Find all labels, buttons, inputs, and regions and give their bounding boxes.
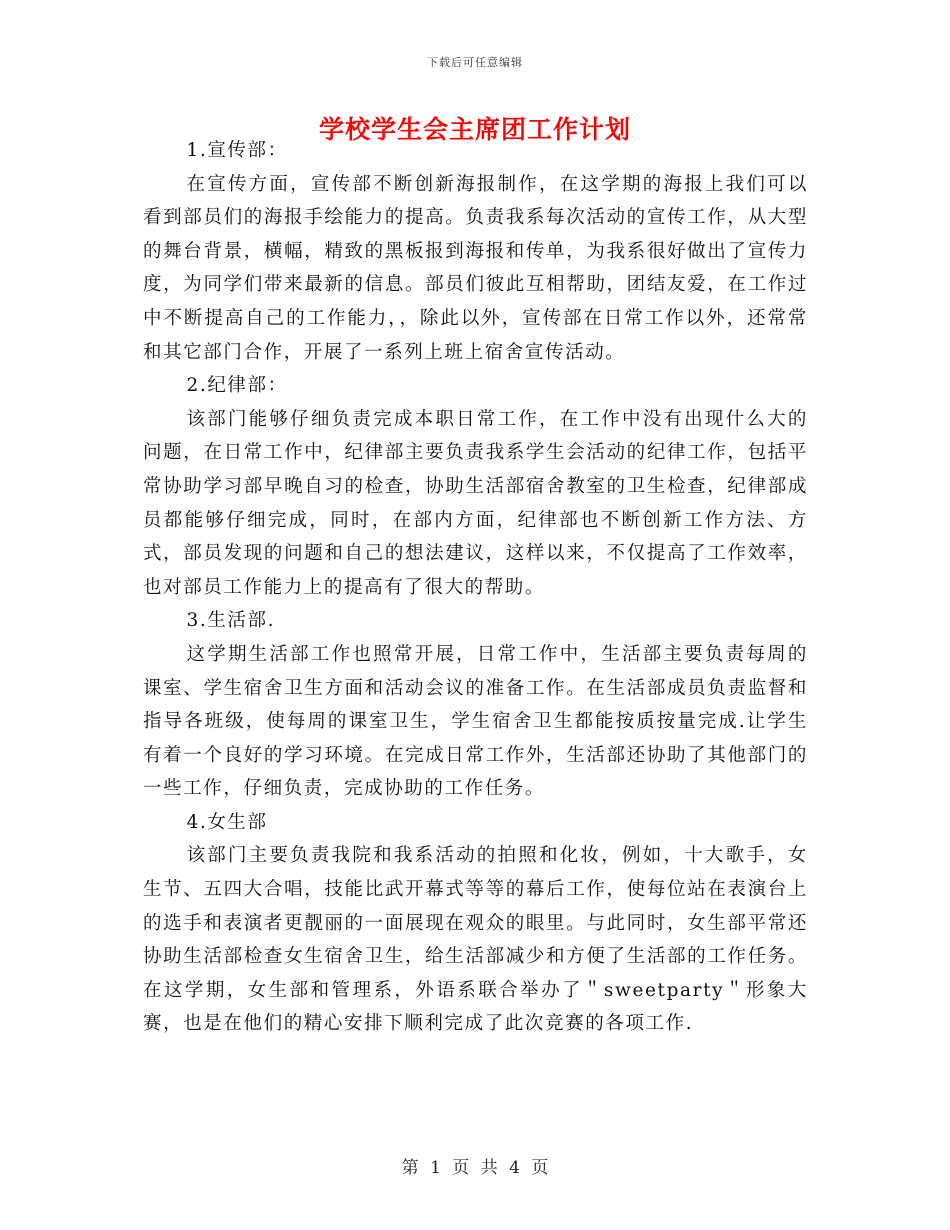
section-heading-female: 4.女生部 — [186, 811, 268, 833]
section-paragraph-female: 该部门主要负责我院和我系活动的拍照和化妆，例如，十大歌手，女生节、五四大合唱，技能比武开幕式等等的幕后工作，使每位站在表演台上的选手和表演者更靓丽的一面展现在观众的眼里。与此同时，女生部平常还协助生活部检查女生宿舍卫生，给生活部减少和方便了生活部的工作任务。在这学期，女生部和管理系，外语系联合举办了＂sweetparty＂形象大赛，也是在他们的精心安排下顺利完成了此次竞赛的各项工作. — [143, 845, 808, 1035]
section-paragraph-life: 这学期生活部工作也照常开展，日常工作中，生活部主要负责每周的课室、学生宿舍卫生方面和活动会议的准备工作。在生活部成员负责监督和指导各班级，使每周的课室卫生，学生宿舍卫生都能按质按量完成.让学生有着一个良好的学习环境。在完成日常工作外，生活部还协助了其他部门的一些工作，仔细负责，完成协助的工作任务。 — [143, 643, 808, 800]
section-heading-publicity: 1.宣传部： — [186, 140, 288, 161]
page-footer: 第 1 页 共 4 页 — [401, 1158, 549, 1178]
section-heading-life: 3.生活部. — [186, 610, 276, 632]
section-paragraph-publicity: 在宣传方面，宣传部不断创新海报制作，在这学期的海报上我们可以看到部员们的海报手绘能力的提高。负责我系每次活动的宣传工作，从大型的舞台背景，横幅，精致的黑板报到海报和传单，为我系很好做出了宣传力度，为同学们带来最新的信息。部员们彼此互相帮助，团结友爱，在工作过中不断提高自己的工作能力，，除此以外，宣传部在日常工作以外，还常常和其它部门合作，开展了一系列上班上宿舍宣传活动。 — [143, 173, 808, 363]
document-title: 学校学生会主席团工作计划 — [318, 115, 631, 144]
document-body — [143, 134, 808, 1041]
section-heading-discipline: 2.纪律部： — [186, 375, 288, 397]
header-note: 下载后可任意编辑 — [427, 56, 523, 69]
section-paragraph-discipline: 该部门能够仔细负责完成本职日常工作，在工作中没有出现什么大的问题，在日常工作中，纪律部主要负责我系学生会活动的纪律工作，包括平常协助学习部早晚自习的检查，协助生活部宿舍教室的卫生检查，纪律部成员都能够仔细完成，同时，在部内方面，纪律部也不断创新工作方法、方式，部员发现的问题和自己的想法建议，这样以来，不仅提高了工作效率，也对部员工作能力上的提高有了很大的帮助。 — [143, 408, 808, 598]
